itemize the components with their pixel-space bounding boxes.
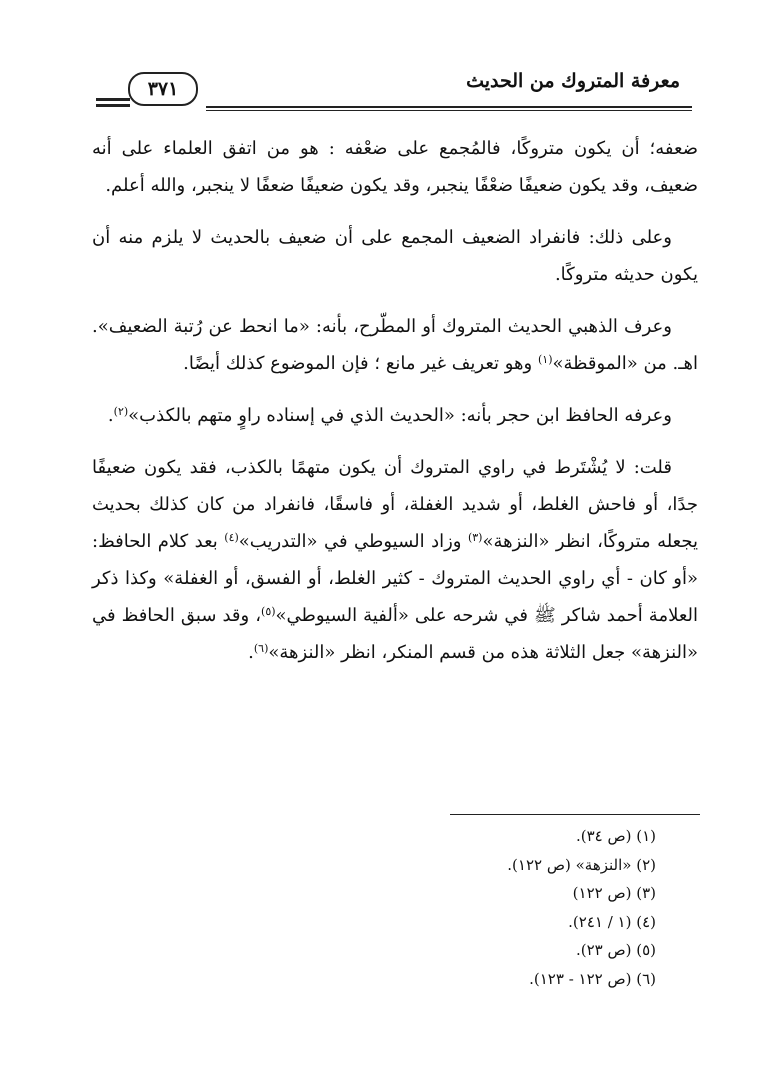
footnote-item: (٢) «النزهة» (ص ١٢٢).: [507, 855, 656, 874]
paragraph: [92, 449, 698, 671]
page-number: ٣٧١: [128, 72, 198, 106]
footnote-item: (٣) (ص ١٢٢): [572, 884, 656, 902]
footnote-ref: (٣): [467, 531, 483, 544]
paragraph-text: .: [248, 642, 254, 663]
paragraph-text: قلت: لا يُشْتَرط في راوي المتروك أن يكون متهمًا بالكذب، فقد يكون ضعيفًا جدًا، أو فاحش الغلط، أو شديد الغفلة، أو فاسقًا، فانفراد من كان كذلك بحديث يجعله متروكًا، انظر «النزهة»: [92, 457, 698, 552]
header-title: معرفة المتروك من الحديث: [466, 70, 680, 92]
footnote-item: (١) (ص ٣٤).: [575, 827, 656, 845]
paragraph-text: وزاد السيوطي في «التدريب»: [238, 531, 462, 552]
paragraph: [92, 219, 698, 293]
footnote-ref: (١): [537, 353, 553, 366]
header-rule-left: [96, 98, 130, 101]
paragraph-text: .: [107, 405, 114, 426]
paragraph: [92, 130, 698, 204]
footnote-separator: [450, 814, 700, 815]
footnote-ref: (٦): [253, 642, 269, 655]
paragraph-text: وهو تعريف غير مانع ؛ فإن الموضوع كذلك أيضًا.: [183, 353, 533, 374]
header-rule-right-lower: [206, 110, 692, 111]
paragraph-text: ، وقد سبق الحافظ في «النزهة» جعل الثلاثة هذه من قسم المنكر، انظر «النزهة»: [92, 605, 698, 663]
paragraph: [92, 397, 698, 434]
paragraph-text: وعرف الذهبي الحديث المتروك أو المطّرح، بأنه: «ما انحط عن رُتبة الضعيف». اهـ. من «الموقظة»: [92, 316, 698, 374]
header-rule-right: [206, 106, 692, 108]
paragraph-text: بعد كلام الحافظ: «أو كان - أي راوي الحديث المتروك - كثير الغلط، أو الفسق، أو الغفلة» وكذا ذكر العلامة أحمد شاكر ﷺ في شرحه على «ألفية السيوطي»: [92, 531, 699, 626]
paragraph: [92, 308, 698, 382]
paragraph-text: وعرفه الحافظ ابن حجر بأنه: «الحديث الذي في إسناده راوٍ متهم بالكذب»: [128, 405, 672, 426]
footnote-ref: (٥): [261, 605, 276, 618]
footnotes: [300, 822, 656, 993]
footnote-item: (٤) (١ / ٢٤١).: [568, 912, 656, 931]
footnote-item: (٦) (ص ١٢٢ - ١٢٣).: [529, 969, 656, 988]
paragraph-text: ضعفه؛ أن يكون متروكًا، فالمُجمع على ضعْفه : هو من اتفق العلماء على أنه ضعيف، وقد يكون ضعيفًا ضعْفًا ينجبر، وقد يكون ضعيفًا ضعفًا لا ينجبر، والله أعلم.: [92, 138, 698, 196]
header-rule-left-lower: [96, 104, 130, 107]
page-header: [96, 66, 692, 126]
footnote-item: (٥) (ص ٢٣).: [575, 941, 656, 959]
footnote-ref: (٢): [113, 405, 129, 418]
main-text: [92, 130, 698, 686]
footnote-ref: (٤): [224, 531, 239, 544]
paragraph-text: وعلى ذلك: فانفراد الضعيف المجمع على أن ضعيف بالحديث لا يلزم منه أن يكون حديثه متروكًا.: [92, 227, 698, 285]
